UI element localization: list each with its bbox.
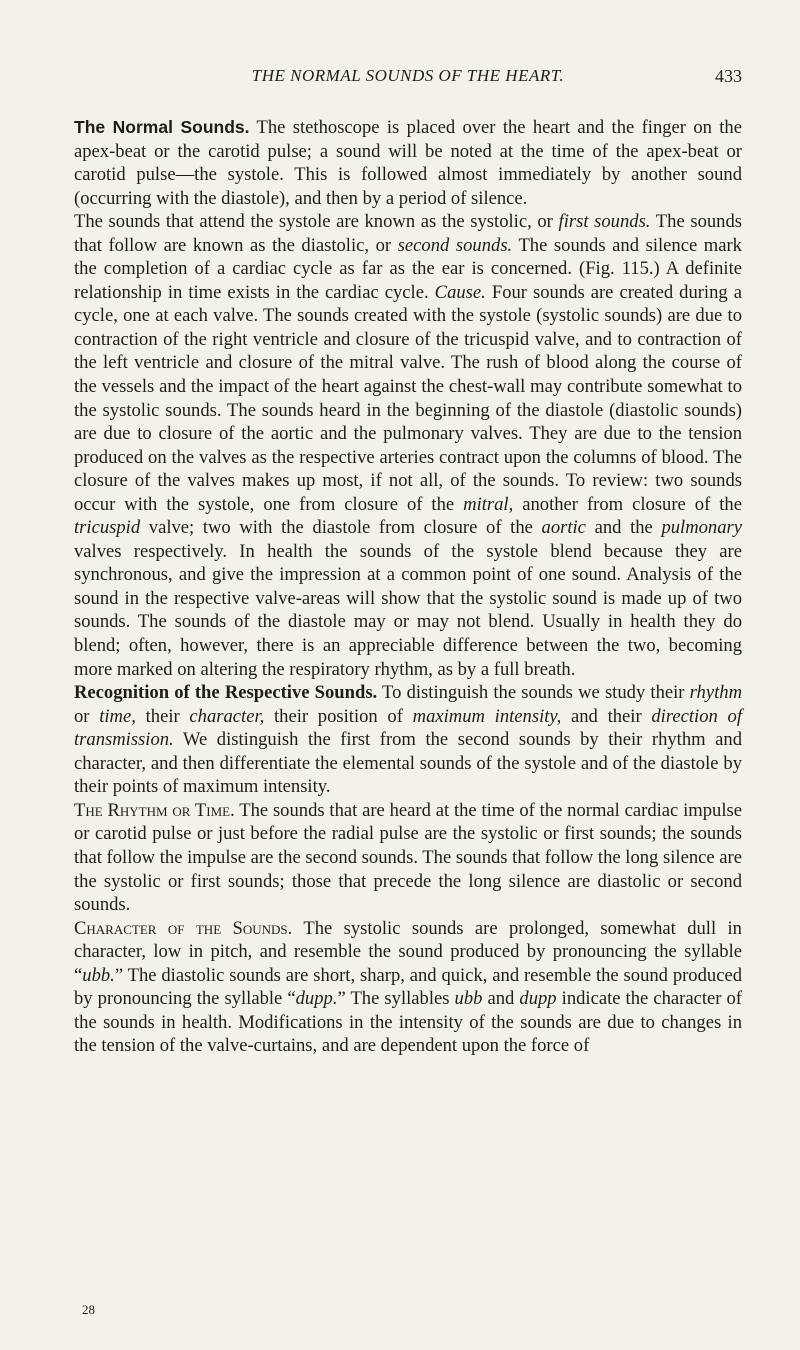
paragraph-text: indicate the character of the sounds in health. Modifications in the intensity of the sounds are due to changes in the tension of the valve-curtains, and are dependent upon the force of	[74, 988, 742, 1057]
heading-recognition: Recognition of the Respective Sounds.	[74, 682, 378, 704]
paragraph-text: The sounds that attend the systole are known as the systolic, or	[74, 211, 559, 233]
italic-term: ubb.	[82, 964, 115, 986]
paragraph-recognition	[74, 681, 742, 799]
italic-term: ubb	[454, 988, 483, 1010]
italic-term: time,	[99, 705, 136, 727]
paragraph-text: and their	[561, 705, 652, 727]
paragraph-text: To distinguish the sounds we study their	[377, 682, 690, 704]
paragraph-text: and	[482, 988, 520, 1010]
paragraph-text: ” The diastolic sounds are short, sharp, and quick, and resemble the sound produced by pronouncing the syllable “	[74, 964, 742, 1010]
paragraph-text: The sounds that are heard at the time of the normal cardiac impulse or carotid pulse or just before the radial pulse are the systolic or first sounds; the sounds that follow the impulse are the second sounds. The sounds that follow the long silence are the systolic or first sounds; those that precede the long silence are diastolic or second sounds.	[74, 799, 742, 916]
italic-term: rhythm	[689, 682, 742, 704]
paragraph-systolic-diastolic	[74, 210, 742, 681]
italic-term: direction of transmission.	[74, 705, 742, 751]
italic-term: character,	[189, 705, 265, 727]
italic-term: second sounds.	[397, 234, 513, 256]
running-head	[74, 66, 742, 90]
italic-term: dupp.	[295, 988, 338, 1010]
body-text	[74, 116, 742, 1058]
paragraph-text: The sounds and silence mark the completion of a cardiac cycle as far as the ear is concerned. (Fig. 115.) A definite relationship in time exists in the cardiac cycle.	[74, 234, 742, 303]
signature-mark: 28	[82, 1302, 95, 1317]
paragraph-text: their position of	[264, 705, 413, 727]
italic-term: aortic	[541, 517, 586, 539]
paragraph-character	[74, 917, 742, 1058]
italic-term: pulmonary	[661, 517, 743, 539]
italic-term: dupp	[519, 988, 557, 1010]
paragraph-rhythm	[74, 799, 742, 917]
page-number: 433	[715, 66, 742, 86]
heading-normal-sounds: The Normal Sounds.	[74, 117, 250, 137]
paragraph-text: The stethoscope is placed over the heart and the finger on the apex-beat or the carotid pulse; a sound will be noted at the time of the apex-beat or carotid pulse—the systole. This is followed almost immediately by another sound (occurring with the diastole), and then by a period of silence.	[74, 117, 742, 209]
paragraph-text: or	[74, 705, 100, 727]
italic-term: maximum intensity,	[412, 705, 562, 727]
italic-term: tricuspid	[74, 517, 141, 539]
paragraph-text: another from closure of the	[513, 493, 742, 515]
paragraph-text: We distinguish the first from the second sounds by their rhythm and character, and then differentiate the elemental sounds of the systole and of the diastole by their points of maximum intensity.	[74, 729, 742, 798]
italic-term: first sounds.	[558, 211, 651, 233]
paragraph-text: ” The syllables	[337, 988, 455, 1010]
paragraph-text: valves respectively. In health the sounds of the systole blend because they are synchronous, and give the impression at a common point of one sound. Analysis of the sound in the respective valve-areas will show that the systolic sound is made up of two sounds. The sounds of the diastole may or may not blend. Usually in health they do blend; often, however, there is an appreciable difference between the two, becoming more marked on altering the respiratory rhythm, as by a full breath.	[74, 540, 742, 680]
running-title: THE NORMAL SOUNDS OF THE HEART.	[251, 66, 565, 85]
heading-character: Character of the Sounds.	[74, 917, 293, 939]
paragraph-text: The systolic sounds are prolonged, somewhat dull in character, low in pitch, and resemble the sound produced by pronouncing the syllable “	[74, 917, 742, 986]
paragraph-text: their	[135, 705, 190, 727]
italic-term: Cause.	[434, 281, 486, 303]
paragraph-text: Four sounds are created during a cycle, one at each valve. The sounds created with the systole (systolic sounds) are due to contraction of the right ventricle and closure of the tricuspid valve, and to contraction of the left ventricle and closure of the mitral valve. The rush of blood along the course of the vessels and the impact of the heart against the chest-wall may contribute somewhat to the systolic sounds. The sounds heard in the beginning of the diastole (diastolic sounds) are due to closure of the aortic and the pulmonary valves. They are due to the tension produced on the valves as the respective arteries contract upon the columns of blood. The closure of the valves makes up most, if not all, of the sounds. To review: two sounds occur with the systole, one from closure of the	[74, 281, 742, 515]
paragraph-text: The sounds that follow are known as the diastolic, or	[74, 211, 743, 256]
italic-term: mitral,	[463, 493, 514, 515]
heading-rhythm: The Rhythm or Time.	[74, 799, 235, 821]
paragraph-text: valve; two with the diastole from closure of the	[140, 517, 542, 539]
paragraph-text: and the	[585, 517, 662, 539]
paragraph-normal-sounds	[74, 116, 742, 210]
